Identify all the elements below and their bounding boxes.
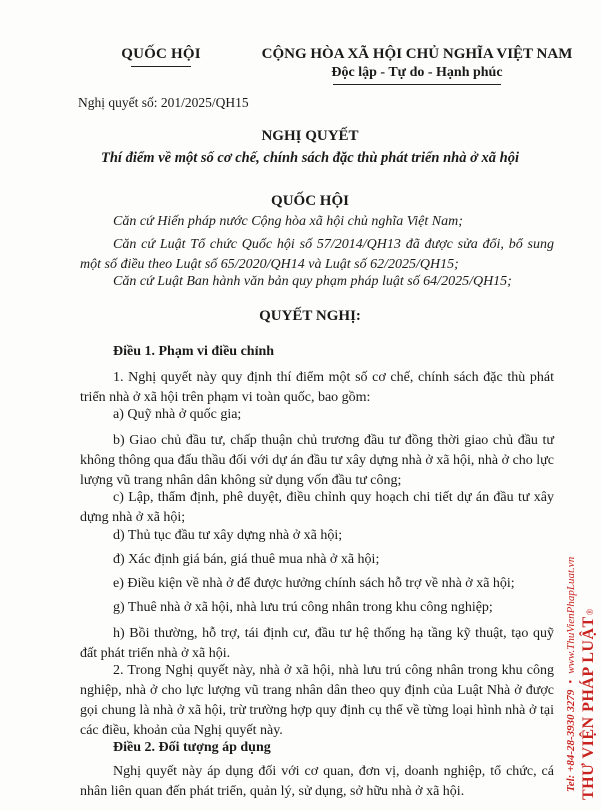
watermark-phone: Tel: +84-28-3930 3279 <box>564 689 577 792</box>
list-item: d) Thủ tục đầu tư xây dựng nhà ở xã hội; <box>113 528 343 543</box>
article-1-clause-2: 2. Trong Nghị quyết này, nhà ở xã hội, nhà lưu trú công nhân trong khu công nghiệp, nhà ở cho lực lượng vũ trang nhân dân theo quy định của Luật Nhà ở được gọi chung là nhà ở xã hội, trừ trường hợp quy định cụ thể về từng loại hình nhà ở tại các điều, khoản của Nghị quyết này. <box>80 663 554 738</box>
document-number: Nghị quyết số: 201/2025/QH15 <box>78 95 249 110</box>
list-item: h) Bồi thường, hỗ trợ, tái định cư, đầu tư hệ thống hạ tầng kỹ thuật, tạo quỹ đất phát triển nhà ở xã hội. <box>80 626 554 661</box>
watermark-strip <box>560 160 600 800</box>
article-2-body: Nghị quyết này áp dụng đối với cơ quan, đơn vị, doanh nghiệp, tổ chức, cá nhân liên quan đến phát triển, quản lý, sử dụng, sở hữu nhà ở xã hội. <box>80 764 554 799</box>
issuing-body-title: QUỐC HỘI <box>271 193 349 209</box>
watermark-brand-row <box>580 160 599 800</box>
document-subject: Thí điểm về một số cơ chế, chính sách đặc thù phát triển nhà ở xã hội <box>101 150 519 166</box>
issuer-header <box>96 46 226 67</box>
motto-underline <box>333 84 501 85</box>
registered-mark-icon: ® <box>584 608 595 616</box>
legal-basis-3: Căn cứ Luật Ban hành văn bản quy phạm pháp luật số 64/2025/QH15; <box>113 274 512 289</box>
article-1-clause-1: 1. Nghị quyết này quy định thí điểm một số cơ chế, chính sách đặc thù phát triển nhà ở xã hội trên phạm vi toàn quốc, bao gồm: <box>80 370 554 405</box>
article-2-heading: Điều 2. Đối tượng áp dụng <box>113 740 271 755</box>
issuer-underline <box>131 66 191 67</box>
legal-basis-2: Căn cứ Luật Tổ chức Quốc hội số 57/2014/QH13 đã được sửa đổi, bổ sung một số điều theo Luật số 65/2020/QH14 và Luật số 62/2025/QH15; <box>80 237 554 272</box>
document-type-title: NGHỊ QUYẾT <box>261 128 359 144</box>
list-item: e) Điều kiện về nhà ở để được hưởng chính sách hỗ trợ về nhà ở xã hội; <box>113 576 515 591</box>
watermark-separator: • <box>564 679 577 684</box>
list-item: c) Lập, thẩm định, phê duyệt, điều chỉnh quy hoạch chi tiết dự án đầu tư xây dựng nhà ở xã hội; <box>80 490 554 525</box>
watermark-brand: THƯ VIỆN PHÁP LUẬT <box>579 616 597 800</box>
issuer-name: QUỐC HỘI <box>121 46 201 62</box>
list-item: a) Quỹ nhà ở quốc gia; <box>113 407 242 422</box>
decides-heading: QUYẾT NGHỊ: <box>259 308 361 324</box>
list-item: g) Thuê nhà ở xã hội, nhà lưu trú công nhân trong khu công nghiệp; <box>113 600 493 615</box>
national-motto: Độc lập - Tự do - Hạnh phúc <box>331 65 503 80</box>
watermark-contact-row <box>562 160 580 800</box>
watermark-website: www.ThuVienPhapLuat.vn <box>564 556 577 674</box>
national-header <box>258 46 576 85</box>
list-item: đ) Xác định giá bán, giá thuê mua nhà ở xã hội; <box>113 552 380 567</box>
article-1-heading: Điều 1. Phạm vi điều chỉnh <box>113 344 275 359</box>
list-item: b) Giao chủ đầu tư, chấp thuận chủ trương đầu tư đồng thời giao chủ đầu tư không thông qua đấu thầu đối với dự án đầu tư xây dựng nhà ở xã hội, nhà ở cho lực lượng vũ trang nhân dân không sử dụng vốn đầu tư công; <box>80 433 554 488</box>
legal-basis-1: Căn cứ Hiến pháp nước Cộng hòa xã hội chủ nghĩa Việt Nam; <box>113 214 463 229</box>
nation-name: CỘNG HÒA XÃ HỘI CHỦ NGHĨA VIỆT NAM <box>261 46 573 62</box>
